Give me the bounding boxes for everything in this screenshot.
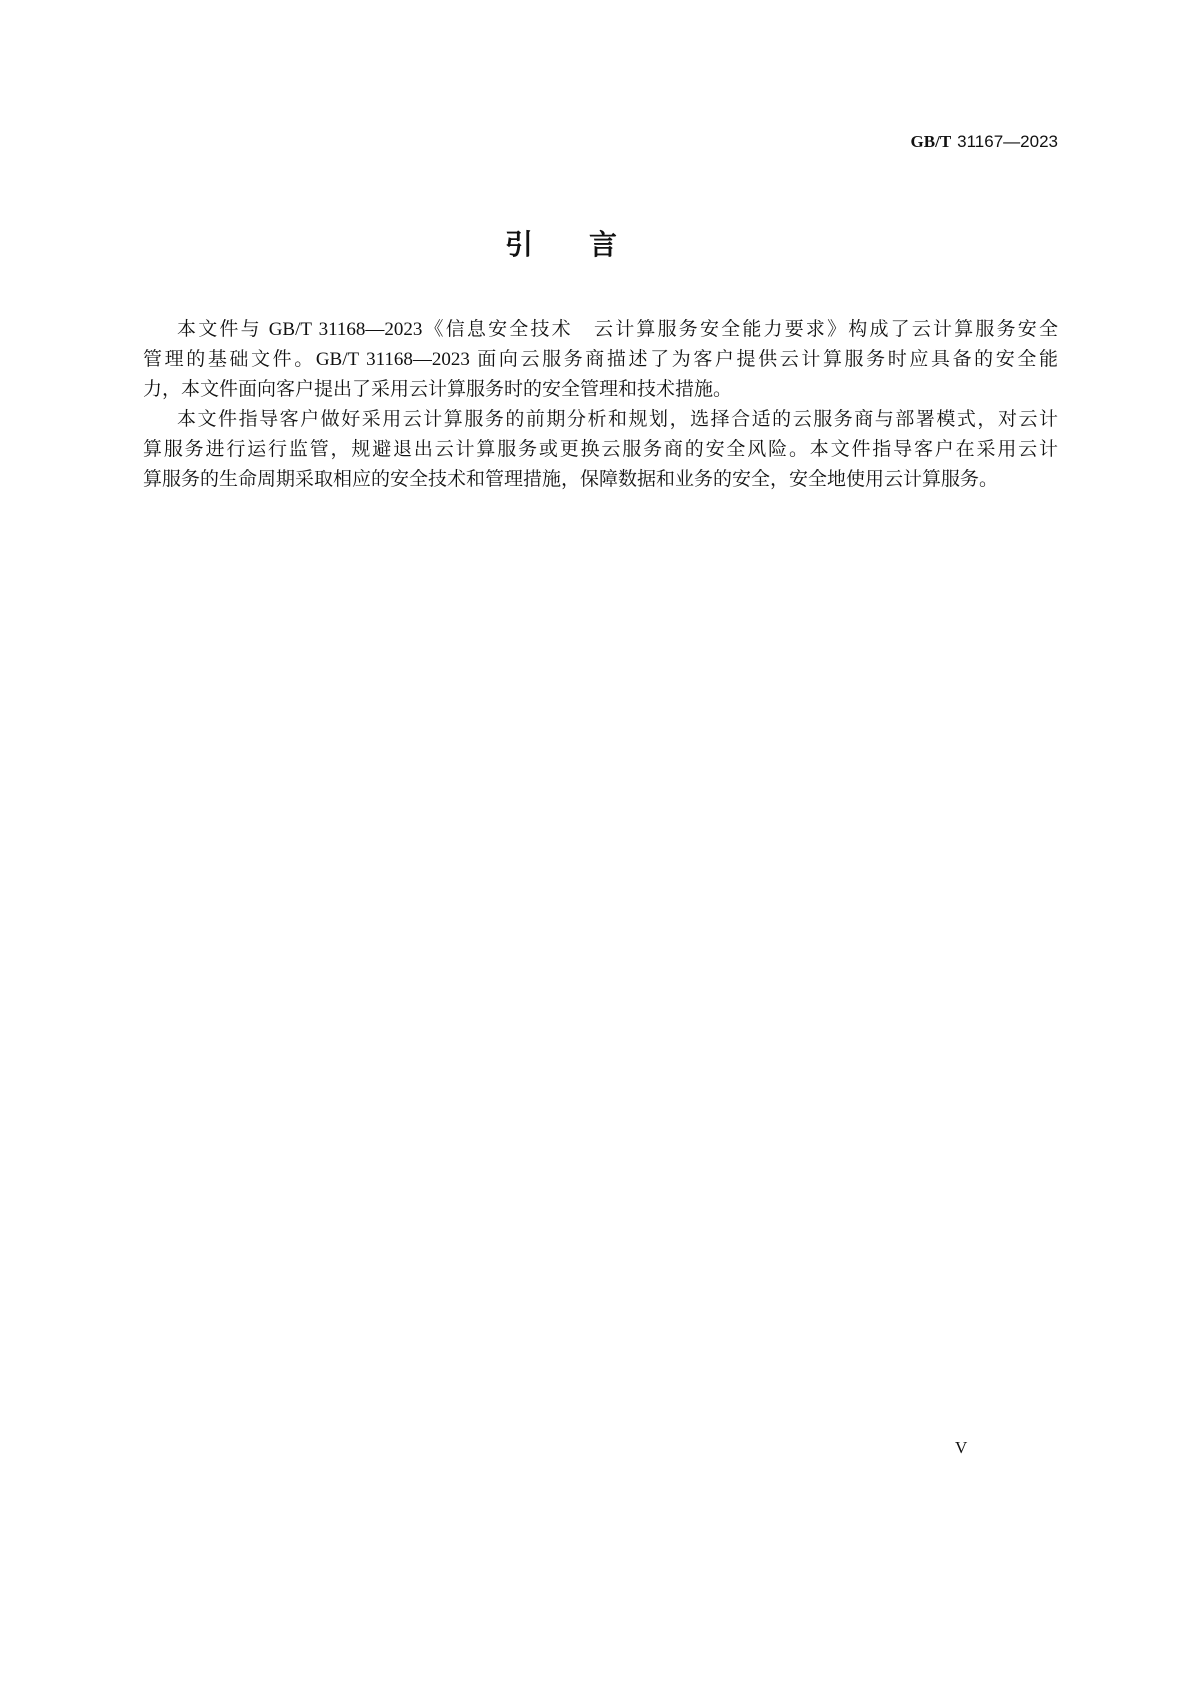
paragraph-line: 算服务的生命周期采取相应的安全技术和管理措施，保障数据和业务的安全，安全地使用云计算服务。 [143,469,999,490]
paragraph-line: 本文件与 GB/T 31168—2023《信息安全技术 云计算服务安全能力要求》构成了云计算服务安全 [177,319,1058,340]
paragraph-2 [143,405,1058,495]
paragraph-line: 管理的基础文件。GB/T 31168—2023 面向云服务商描述了为客户提供云计算服务时应具备的安全能 [143,349,1058,370]
standard-prefix: GB/T [910,132,952,151]
section-title: 引 言 [505,228,618,261]
paragraph-line: 本文件指导客户做好采用云计算服务的前期分析和规划，选择合适的云服务商与部署模式，对云计 [177,409,1058,430]
standard-number: 31167—2023 [957,132,1058,151]
paragraph-1 [143,315,1058,405]
paragraph-line: 力，本文件面向客户提出了采用云计算服务时的安全管理和技术措施。 [143,379,733,400]
paragraph-line: 算服务进行运行监管，规避退出云计算服务或更换云服务商的安全风险。本文件指导客户在采用云计 [143,439,1058,460]
running-header [911,131,1058,153]
page-number: V [955,1438,968,1457]
section-body [143,315,1058,495]
